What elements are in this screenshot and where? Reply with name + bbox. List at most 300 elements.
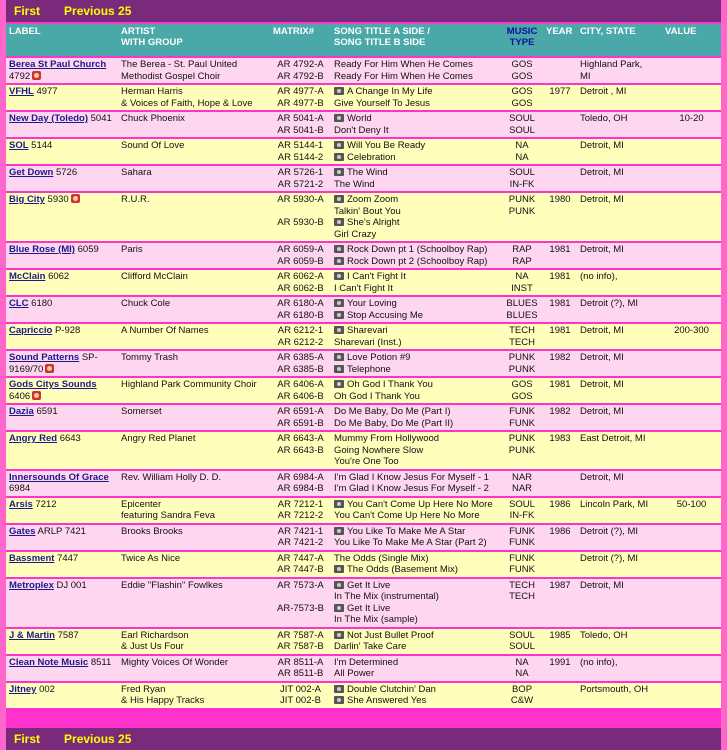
label-link[interactable]: McClain <box>9 271 46 282</box>
camera-icon[interactable] <box>334 380 344 388</box>
matrix-line: JIT 002-A <box>279 683 321 695</box>
song-line <box>334 283 498 295</box>
city-line: Detroit, MI <box>580 167 624 178</box>
header-song: SONG TITLE A SIDE / SONG TITLE B SIDE <box>331 24 501 56</box>
label-link[interactable]: Metroplex <box>9 579 54 591</box>
matrix-line: AR 7421-1 <box>277 525 324 537</box>
music-type: GOS <box>511 59 533 70</box>
camera-icon[interactable] <box>334 685 344 693</box>
value-cell <box>662 193 721 241</box>
song-title: The Odds (Basement Mix) <box>347 564 458 575</box>
song-line <box>334 113 498 125</box>
artist-cell <box>118 629 270 654</box>
matrix-line: AR 6591-B <box>277 417 324 429</box>
camera-icon[interactable] <box>334 631 344 639</box>
song-line <box>334 406 498 418</box>
table-row <box>6 552 721 577</box>
song-line <box>334 140 498 152</box>
music-type: TECH <box>509 579 535 591</box>
matrix-cell <box>270 139 331 164</box>
matrix-line: AR 6212-1 <box>277 325 324 336</box>
label-cell <box>6 525 118 550</box>
artist-line: Somerset <box>121 406 162 417</box>
label-link[interactable]: Gods Citys Sounds <box>9 379 97 390</box>
music-type-cell <box>501 112 543 137</box>
label-link[interactable]: Arsis <box>9 498 33 510</box>
artist-cell <box>118 471 270 496</box>
song-title: In The Mix (instrumental) <box>334 591 439 602</box>
year-cell <box>543 166 577 191</box>
catalog-number: 6591 <box>36 406 58 417</box>
song-line <box>334 418 498 430</box>
artist-cell <box>118 112 270 137</box>
value-cell <box>662 432 721 469</box>
label-cell <box>6 405 118 430</box>
music-type-cell <box>501 58 543 83</box>
matrix-line: AR 7447-B <box>277 564 324 575</box>
year-cell: 1981 <box>543 243 577 268</box>
header-label: LABEL <box>6 24 118 56</box>
city-line: Detroit, MI <box>580 406 624 417</box>
label-link[interactable]: Dazia <box>9 406 34 417</box>
matrix-line: AR 5930-B <box>277 217 324 228</box>
matrix-cell <box>270 351 331 376</box>
label-link[interactable]: CLC <box>9 298 29 309</box>
city-cell <box>577 683 662 708</box>
camera-icon[interactable] <box>334 581 344 589</box>
artist-cell <box>118 351 270 376</box>
song-line <box>334 614 498 626</box>
city-cell <box>577 85 662 110</box>
camera-icon[interactable] <box>334 272 344 280</box>
city-line: Detroit, MI <box>580 325 624 336</box>
camera-icon[interactable] <box>334 141 344 149</box>
song-title: I Can't Fight It <box>334 282 393 294</box>
label-link[interactable]: Get Down <box>9 167 54 178</box>
song-title: Ready For Him When He Comes <box>334 70 473 82</box>
label-link[interactable]: Berea St Paul Church <box>9 59 107 70</box>
label-cell <box>6 270 118 295</box>
artist-line: Mighty Voices Of Wonder <box>121 656 229 668</box>
label-link[interactable]: Gates <box>9 525 36 537</box>
matrix-line: AR 5721-2 <box>277 178 324 190</box>
music-type-cell <box>501 552 543 577</box>
matrix-cell <box>270 378 331 403</box>
label-link[interactable]: SOL <box>9 140 29 151</box>
matrix-cell <box>270 85 331 110</box>
song-line <box>334 564 498 576</box>
song-title: You Like To Make Me A Star <box>347 525 466 537</box>
artist-cell <box>118 579 270 627</box>
city-cell <box>577 112 662 137</box>
music-type: GOS <box>511 86 533 97</box>
artist-cell <box>118 166 270 191</box>
city-line: Detroit, MI <box>580 352 624 363</box>
table-row <box>6 525 721 550</box>
music-type: PUNK <box>508 205 536 217</box>
matrix-line: AR 6059-B <box>277 255 324 267</box>
matrix-cell <box>270 270 331 295</box>
label-link[interactable]: Bassment <box>9 552 55 564</box>
catalog-number: P-928 <box>54 325 81 336</box>
top-nav <box>6 0 721 22</box>
artist-line: Clifford McClain <box>121 271 188 282</box>
camera-icon[interactable] <box>334 87 344 95</box>
city-line: Detroit, MI <box>580 379 624 390</box>
table-row <box>6 683 721 708</box>
camera-icon[interactable] <box>334 604 344 612</box>
music-type-cell <box>501 166 543 191</box>
value-cell <box>662 683 721 708</box>
artist-cell <box>118 139 270 164</box>
year-cell <box>543 139 577 164</box>
matrix-line <box>273 206 328 218</box>
city-cell <box>577 656 662 681</box>
music-type: PUNK <box>508 433 536 444</box>
record-label-icon[interactable] <box>32 71 41 80</box>
city-cell <box>577 629 662 654</box>
song-cell <box>331 324 501 349</box>
camera-icon[interactable] <box>334 500 344 508</box>
table-row <box>6 297 721 322</box>
label-cell <box>6 683 118 708</box>
song-title: She's Alright <box>347 217 400 228</box>
music-type: SOUL <box>509 641 535 652</box>
song-title: Give Yourself To Jesus <box>334 97 430 109</box>
year-cell: 1985 <box>543 629 577 654</box>
song-cell <box>331 139 501 164</box>
artist-line: Herman Harris <box>121 86 183 97</box>
music-type: TECH <box>509 336 535 348</box>
previous-link-bottom[interactable]: Previous 25 <box>64 732 132 746</box>
label-link[interactable]: Clean Note Music <box>9 656 89 668</box>
table-row <box>6 58 721 83</box>
song-title: I'm Glad I Know Jesus For Myself - 2 <box>334 483 489 494</box>
matrix-line: AR 5041-A <box>277 113 324 124</box>
record-label-icon[interactable] <box>32 391 41 400</box>
city-cell <box>577 552 662 577</box>
label-link[interactable]: Innersounds Of Grace <box>9 471 109 483</box>
music-type-cell <box>501 270 543 295</box>
music-type: FUNK <box>509 537 535 548</box>
year-cell <box>543 552 577 577</box>
artist-cell <box>118 270 270 295</box>
matrix-line: AR 5144-2 <box>277 151 324 163</box>
artist-line: The Berea - St. Paul United <box>121 59 238 70</box>
matrix-line: AR 5144-1 <box>277 140 324 151</box>
value-cell <box>662 270 721 295</box>
city-cell <box>577 243 662 268</box>
song-line <box>334 325 498 337</box>
song-title: Zoom Zoom <box>347 194 399 205</box>
year-cell: 1981 <box>543 378 577 403</box>
table-row <box>6 324 721 349</box>
first-link-bottom[interactable]: First <box>14 732 41 746</box>
song-line <box>334 580 498 592</box>
matrix-cell <box>270 193 331 241</box>
record-label-icon[interactable] <box>45 364 54 373</box>
music-type: PUNK <box>508 194 536 205</box>
song-cell <box>331 656 501 681</box>
matrix-cell <box>270 552 331 577</box>
city-line: Detroit (?), MI <box>580 552 639 564</box>
music-type: TECH <box>509 591 535 602</box>
song-line <box>334 603 498 615</box>
table-row <box>6 471 721 496</box>
music-type: RAP <box>512 255 532 267</box>
matrix-cell <box>270 432 331 469</box>
value-cell <box>662 243 721 268</box>
header-music-type: MUSIC TYPE <box>501 24 543 56</box>
music-type-cell <box>501 498 543 523</box>
city-cell <box>577 58 662 83</box>
value-cell <box>662 351 721 376</box>
camera-icon[interactable] <box>334 299 344 307</box>
song-line <box>334 59 498 71</box>
catalog-number: 8511 <box>90 656 112 668</box>
year-cell: 1983 <box>543 432 577 469</box>
song-line <box>334 206 498 218</box>
music-type: INST <box>511 282 533 294</box>
camera-icon[interactable] <box>334 245 344 253</box>
catalog-number: 6984 <box>9 483 31 494</box>
music-type-cell <box>501 139 543 164</box>
matrix-line <box>273 614 328 626</box>
matrix-line: AR 5726-1 <box>277 167 324 178</box>
label-link[interactable]: Jitney <box>9 683 37 695</box>
artist-line: Rev. William Holly D. D. <box>121 471 222 483</box>
song-title: Do Me Baby, Do Me (Part II) <box>334 417 454 429</box>
table-row <box>6 139 721 164</box>
label-cell <box>6 324 118 349</box>
music-type: RAP <box>512 244 532 255</box>
song-cell <box>331 297 501 322</box>
label-cell <box>6 243 118 268</box>
song-title: A Change In My Life <box>347 86 433 97</box>
label-link[interactable]: Sound Patterns <box>9 352 80 363</box>
song-line <box>334 217 498 229</box>
song-cell <box>331 378 501 403</box>
matrix-line: AR 7587-A <box>277 629 324 641</box>
song-line <box>334 86 498 98</box>
records-table <box>6 22 721 710</box>
matrix-line: AR 7573-A <box>277 579 324 591</box>
year-cell: 1977 <box>543 85 577 110</box>
music-type: SOUL <box>509 629 535 641</box>
song-line <box>334 433 498 445</box>
catalog-number: 7447 <box>57 552 79 564</box>
year-cell: 1987 <box>543 579 577 627</box>
music-type: NA <box>515 656 529 668</box>
song-cell <box>331 552 501 577</box>
artist-cell <box>118 525 270 550</box>
music-type: GOS <box>511 379 533 390</box>
camera-icon[interactable] <box>334 257 344 265</box>
song-title: Your Loving <box>347 298 397 309</box>
song-title: Will You Be Ready <box>347 140 426 151</box>
song-line <box>334 526 498 538</box>
previous-link[interactable]: Previous 25 <box>64 4 132 18</box>
song-title: Get It Live <box>347 579 391 591</box>
label-cell <box>6 629 118 654</box>
matrix-line: AR 6385-A <box>277 352 324 363</box>
song-line <box>334 179 498 191</box>
year-cell <box>543 471 577 496</box>
camera-icon[interactable] <box>334 153 344 161</box>
artist-cell <box>118 85 270 110</box>
catalog-number: 7587 <box>57 629 79 641</box>
song-title: You Like To Make Me A Star (Part 2) <box>334 537 487 548</box>
song-cell <box>331 432 501 469</box>
song-cell <box>331 683 501 708</box>
music-type: FUNK <box>509 406 535 417</box>
song-title: I Can't Fight It <box>347 271 406 282</box>
artist-line: & His Happy Tracks <box>121 695 205 706</box>
camera-icon[interactable] <box>334 218 344 226</box>
city-cell <box>577 193 662 241</box>
music-type-cell <box>501 471 543 496</box>
value-cell <box>662 166 721 191</box>
song-cell <box>331 193 501 241</box>
table-row <box>6 112 721 137</box>
artist-line: Tommy Trash <box>121 352 179 363</box>
song-title: Oh God I Thank You <box>334 390 420 402</box>
music-type: TECH <box>509 325 535 336</box>
matrix-cell <box>270 656 331 681</box>
record-label-icon[interactable] <box>71 194 80 203</box>
artist-cell <box>118 243 270 268</box>
city-line: MI <box>580 70 591 82</box>
matrix-line: AR 6212-2 <box>277 336 324 348</box>
song-title: Girl Crazy <box>334 228 377 240</box>
song-title: Telephone <box>347 363 391 375</box>
matrix-line: AR 7212-1 <box>277 498 324 510</box>
music-type: FUNK <box>509 552 535 564</box>
artist-cell <box>118 193 270 241</box>
song-line <box>334 641 498 653</box>
song-title: I'm Determined <box>334 656 399 668</box>
matrix-cell <box>270 629 331 654</box>
header-city: CITY, STATE <box>577 24 662 56</box>
artist-line: Chuck Cole <box>121 298 171 309</box>
table-row <box>6 270 721 295</box>
catalog-number: SP-9169/70 <box>9 352 98 375</box>
year-cell: 1986 <box>543 525 577 550</box>
matrix-line: AR 4792-A <box>277 59 324 70</box>
table-row <box>6 85 721 110</box>
song-title: In The Mix (sample) <box>334 614 418 625</box>
catalog-number: 5930 <box>47 194 69 205</box>
label-link[interactable]: Big City <box>9 194 45 205</box>
music-type: GOS <box>511 70 533 82</box>
artist-line: Brooks Brooks <box>121 525 183 537</box>
header-year: YEAR <box>543 24 577 56</box>
song-title: Celebration <box>347 151 396 163</box>
city-line: Detroit (?), MI <box>580 298 639 309</box>
song-cell <box>331 85 501 110</box>
camera-icon[interactable] <box>334 195 344 203</box>
city-line: Detroit , MI <box>580 86 627 97</box>
label-link[interactable]: Capriccio <box>9 325 53 336</box>
city-cell <box>577 579 662 627</box>
camera-icon[interactable] <box>334 565 344 573</box>
table-row <box>6 378 721 403</box>
city-line: East Detroit, MI <box>580 433 646 444</box>
catalog-number: ARLP 7421 <box>37 525 86 537</box>
song-line <box>334 510 498 522</box>
music-type-cell <box>501 324 543 349</box>
camera-icon[interactable] <box>334 311 344 319</box>
song-line <box>334 668 498 680</box>
camera-icon[interactable] <box>334 353 344 361</box>
music-type: FUNK <box>509 417 535 429</box>
label-link[interactable]: New Day (Toledo) <box>9 113 88 124</box>
city-cell <box>577 166 662 191</box>
camera-icon[interactable] <box>334 696 344 704</box>
matrix-cell <box>270 498 331 523</box>
song-cell <box>331 629 501 654</box>
first-link[interactable]: First <box>14 4 41 18</box>
table-row <box>6 351 721 376</box>
music-type: SOUL <box>509 113 535 124</box>
song-cell <box>331 58 501 83</box>
catalog-number: 7212 <box>35 498 57 510</box>
matrix-line: AR 6180-B <box>277 309 324 321</box>
camera-icon[interactable] <box>334 114 344 122</box>
label-link[interactable]: J & Martin <box>9 629 55 641</box>
artist-line: & Voices of Faith, Hope & Love <box>121 97 253 109</box>
music-type: NA <box>515 271 529 282</box>
camera-icon[interactable] <box>334 527 344 535</box>
music-type: FUNK <box>509 564 535 575</box>
song-line <box>334 71 498 83</box>
value-cell <box>662 629 721 654</box>
camera-icon[interactable] <box>334 168 344 176</box>
matrix-line: AR-7573-B <box>277 602 324 614</box>
catalog-number: 6062 <box>48 271 70 282</box>
label-cell <box>6 193 118 241</box>
label-link[interactable]: Blue Rose (MI) <box>9 244 75 255</box>
music-type-cell <box>501 656 543 681</box>
year-cell <box>543 58 577 83</box>
value-cell <box>662 85 721 110</box>
label-cell <box>6 112 118 137</box>
label-cell <box>6 58 118 83</box>
year-cell: 1986 <box>543 498 577 523</box>
song-line <box>334 298 498 310</box>
song-line <box>334 630 498 642</box>
matrix-line: AR 6406-A <box>277 379 324 390</box>
music-type: FUNK <box>509 525 535 537</box>
matrix-line: JIT 002-B <box>279 695 321 706</box>
matrix-line: AR 5930-A <box>277 194 324 205</box>
artist-line: Sahara <box>121 167 152 178</box>
city-cell <box>577 471 662 496</box>
label-link[interactable]: VFHL <box>9 86 34 97</box>
label-cell <box>6 656 118 681</box>
song-title: Talkin' Bout You <box>334 205 401 217</box>
city-cell <box>577 498 662 523</box>
song-title: Do Me Baby, Do Me (Part I) <box>334 406 451 417</box>
music-type-cell <box>501 405 543 430</box>
camera-icon[interactable] <box>334 326 344 334</box>
music-type: BLUES <box>506 298 538 309</box>
matrix-cell <box>270 471 331 496</box>
value-cell <box>662 579 721 627</box>
camera-icon[interactable] <box>334 365 344 373</box>
label-link[interactable]: Angry Red <box>9 433 58 444</box>
city-line: Detroit, MI <box>580 244 624 255</box>
